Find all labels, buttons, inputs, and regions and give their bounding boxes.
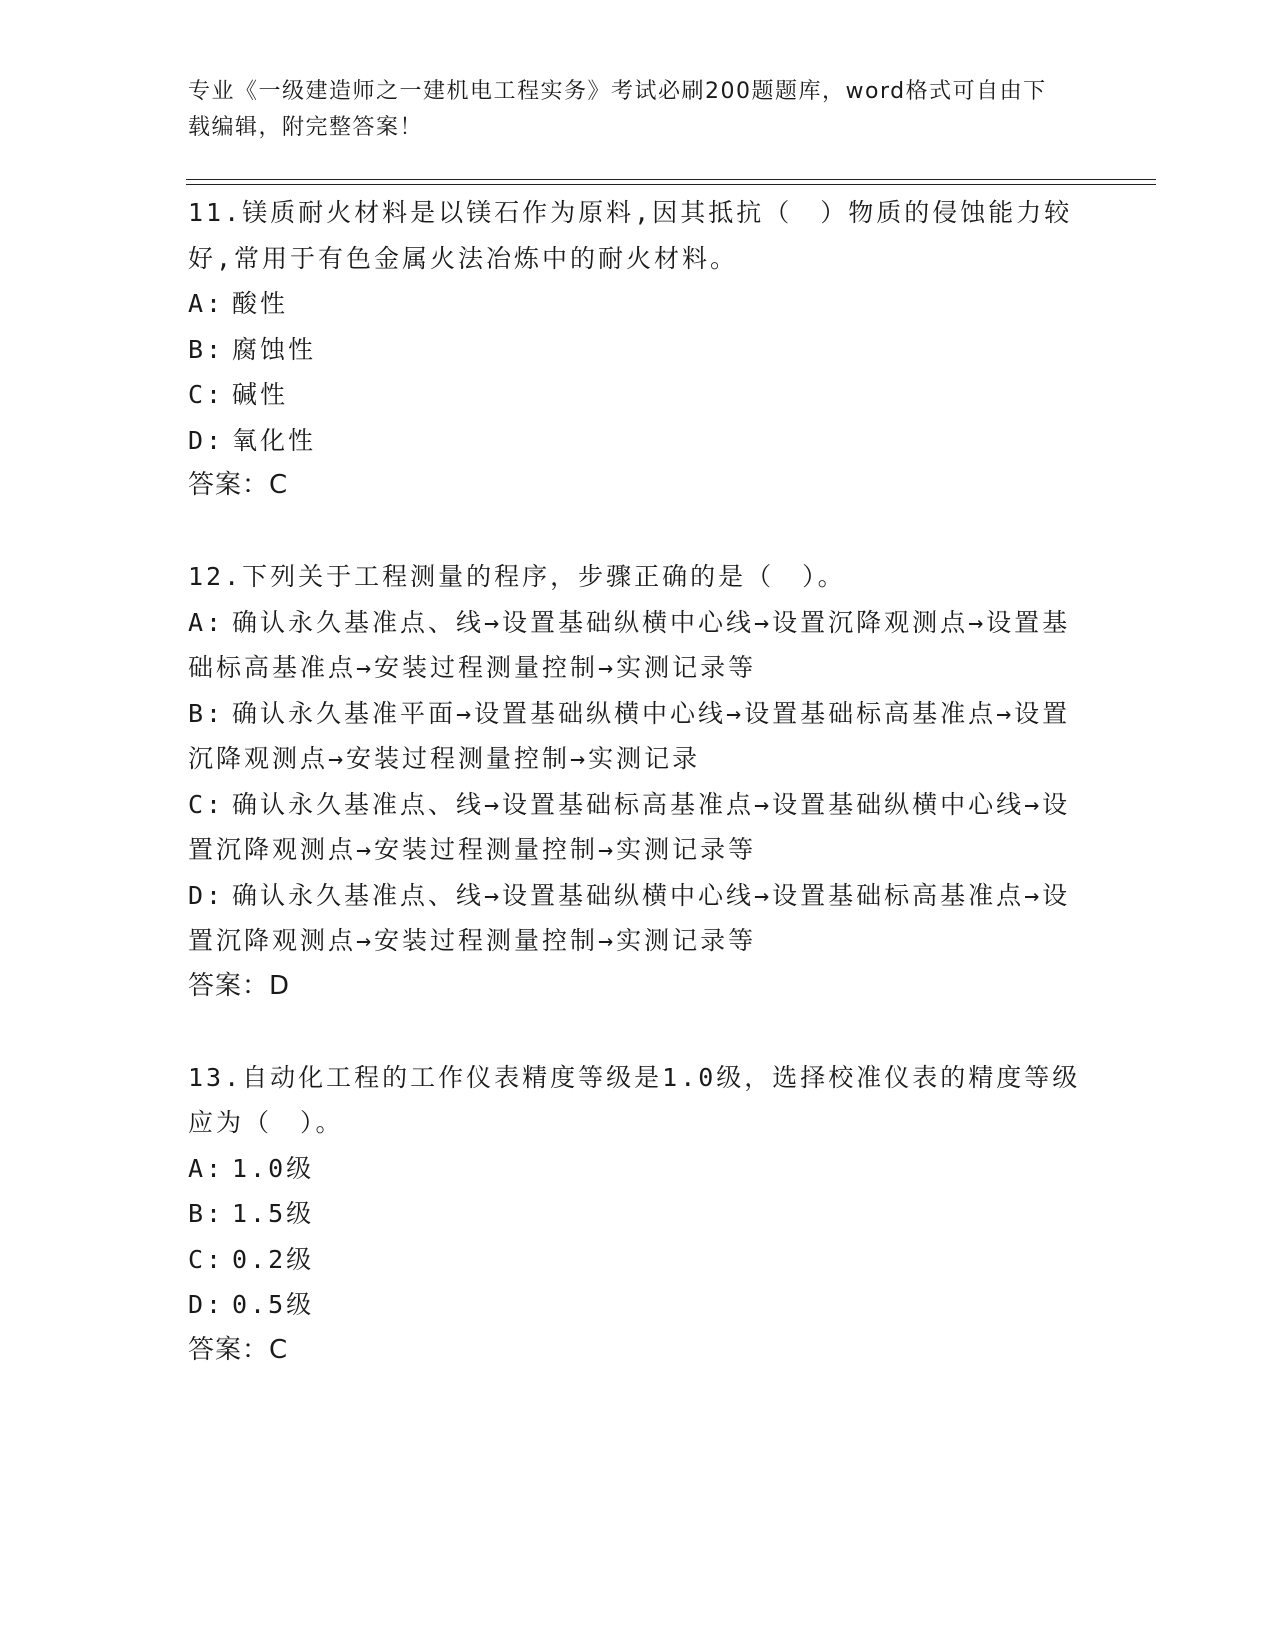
option-letter: B:	[188, 334, 225, 364]
option-letter: C:	[188, 1244, 225, 1274]
question-list	[188, 190, 1088, 1419]
option-d	[188, 418, 1088, 464]
option-c	[188, 1237, 1088, 1283]
option-b	[188, 691, 1088, 782]
answer-line: 答案：D	[188, 970, 291, 1001]
header-divider-bottom	[186, 184, 1156, 185]
question-item	[188, 190, 1088, 509]
option-letter: D:	[188, 880, 225, 910]
option-b	[188, 1191, 1088, 1237]
option-text: 腐蚀性	[232, 334, 317, 364]
option-letter: B:	[188, 698, 225, 728]
option-b	[188, 327, 1088, 373]
option-text: 0.5级	[232, 1290, 315, 1319]
option-letter: D:	[188, 1290, 225, 1319]
option-letter: A:	[188, 289, 225, 318]
option-d	[188, 873, 1088, 964]
document-header: 专业《一级建造师之一建机电工程实务》考试必刷200题题库，word格式可自由下载编辑，附完整答案！	[188, 79, 1047, 140]
question-item	[188, 554, 1088, 1009]
option-text: 酸性	[232, 289, 289, 318]
option-a	[188, 281, 1088, 327]
option-letter: C:	[188, 380, 225, 409]
option-text: 1.0级	[232, 1153, 315, 1183]
header-divider-top	[186, 179, 1156, 180]
option-text: 确认永久基准点、线→设置基础纵横中心线→设置基础标高基准点→设置沉降观测点→安装过程测量控制→实测记录等	[188, 880, 1071, 955]
option-text: 确认永久基准平面→设置基础纵横中心线→设置基础标高基准点→设置沉降观测点→安装过程测量控制→实测记录	[188, 698, 1071, 773]
option-text: 确认永久基准点、线→设置基础标高基准点→设置基础纵横中心线→设置沉降观测点→安装过程测量控制→实测记录等	[188, 789, 1071, 864]
option-letter: B:	[188, 1199, 225, 1228]
answer-line: 答案：C	[188, 1334, 289, 1365]
option-text: 1.5级	[232, 1199, 315, 1228]
option-letter: D:	[188, 425, 225, 455]
option-text: 氧化性	[232, 425, 317, 455]
option-letter: A:	[188, 607, 225, 637]
answer-line: 答案：C	[188, 470, 289, 500]
question-item	[188, 1055, 1088, 1374]
option-text: 碱性	[232, 380, 289, 409]
option-letter: A:	[188, 1153, 225, 1183]
option-text: 0.2级	[232, 1244, 315, 1274]
option-letter: C:	[188, 789, 225, 819]
question-text: 12.下列关于工程测量的程序，步骤正确的是（ ）。	[188, 562, 846, 591]
option-a	[188, 1146, 1088, 1192]
option-c	[188, 372, 1088, 418]
option-a	[188, 600, 1088, 691]
option-d	[188, 1282, 1088, 1328]
option-text: 确认永久基准点、线→设置基础纵横中心线→设置沉降观测点→设置基础标高基准点→安装过程测量控制→实测记录等	[188, 607, 1071, 682]
option-c	[188, 782, 1088, 873]
question-text: 13.自动化工程的工作仪表精度等级是1.0级，选择校准仪表的精度等级应为（ ）。	[188, 1062, 1081, 1137]
question-text: 11.镁质耐火材料是以镁石作为原料,因其抵抗（ ）物质的侵蚀能力较好,常用于有色金属火法冶炼中的耐火材料。	[188, 198, 1073, 273]
